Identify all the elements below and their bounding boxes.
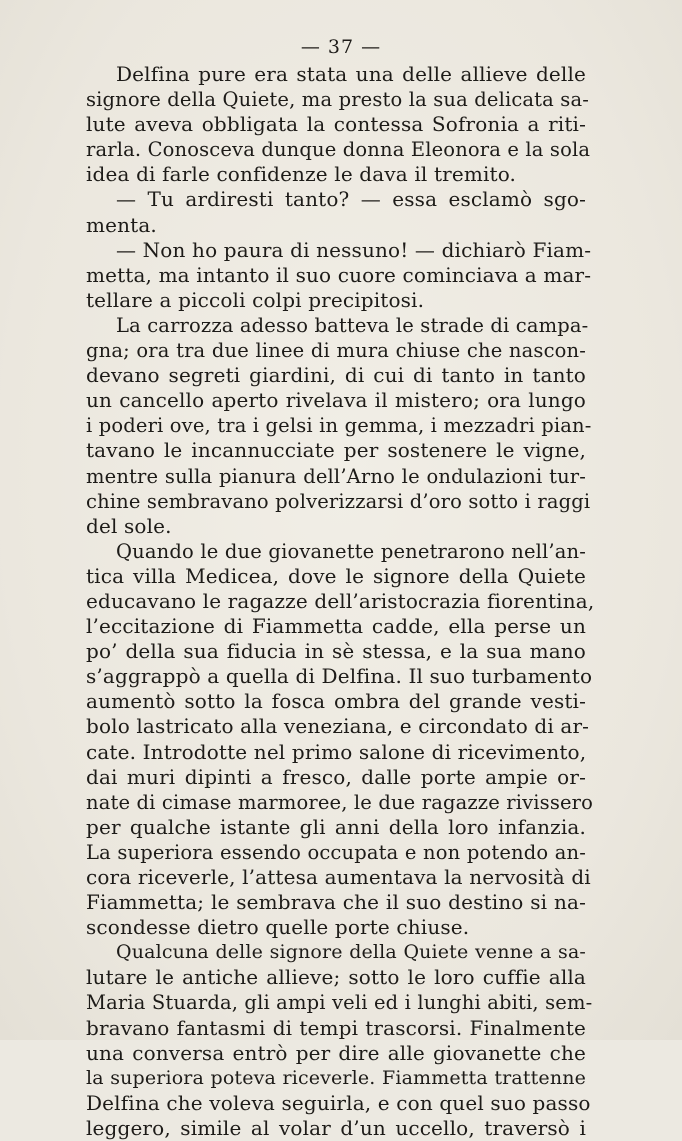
text-line: gna; ora tra due linee di mura chiuse che nascon- bbox=[86, 339, 586, 363]
text-line: del sole. bbox=[86, 513, 172, 538]
text-line: chine sembravano polverizzarsi d’oro sotto i raggi bbox=[86, 489, 591, 513]
text-line: La superiora essendo occupata e non potendo an- bbox=[86, 840, 586, 864]
text-line: leggero, simile al volar d’un uccello, traversò i bbox=[86, 1115, 586, 1140]
text-line: tica villa Medicea, dove le signore della Quiete bbox=[86, 563, 586, 588]
text-line: metta, ma intanto il suo cuore cominciava a mar- bbox=[86, 262, 592, 287]
text-line: po’ della sua fiducia in sè stessa, e la sua mano bbox=[86, 639, 586, 664]
text-line: cate. Introdotte nel primo salone di ricevimento, bbox=[86, 739, 587, 764]
text-line: nate di cimase marmoree, le due ragazze rivissero bbox=[86, 790, 594, 814]
text-line: per qualche istante gli anni della loro infanzia. bbox=[86, 814, 586, 839]
text-line: educavano le ragazze dell’aristocrazia fiorentina, bbox=[86, 588, 595, 613]
text-line: devano segreti giardini, di cui di tanto in tanto bbox=[86, 363, 586, 388]
text-line: mentre sulla pianura dell’Arno le ondulazioni tur- bbox=[86, 464, 586, 488]
text-line: lutare le antiche allieve; sotto le loro cuffie alla bbox=[86, 965, 586, 990]
text-line: Delfina pure era stata una delle allieve delle bbox=[116, 62, 586, 86]
text-line: menta. bbox=[86, 212, 157, 237]
page-number: — 37 — bbox=[300, 36, 382, 58]
text-line: i poderi ove, tra i gelsi in gemma, i mezzadri pian- bbox=[86, 414, 592, 438]
body-text bbox=[86, 62, 595, 1141]
text-line: Fiammetta; le sembrava che il suo destino si na- bbox=[86, 890, 586, 915]
text-line: Maria Stuarda, gli ampi veli ed i lunghi abiti, sem- bbox=[86, 991, 593, 1015]
text-line: Qualcuna delle signore della Quiete venne a sa- bbox=[116, 941, 586, 964]
text-line: bravano fantasmi di tempi trascorsi. Finalmente bbox=[86, 1015, 586, 1040]
text-line: s’aggrappò a quella di Delfina. Il suo turbamento bbox=[86, 664, 593, 689]
text-line: un cancello aperto rivelava il mistero; ora lungo bbox=[86, 388, 586, 413]
text-line: una conversa entrò per dire alle giovanette che bbox=[86, 1040, 586, 1065]
text-line: aumentò sotto la fosca ombra del grande vesti- bbox=[86, 689, 586, 714]
text-line: dai muri dipinti a fresco, dalle porte ampie or- bbox=[86, 764, 586, 789]
text-line: idea di farle confidenze le dava il tremito. bbox=[86, 162, 517, 187]
text-line: scondesse dietro quelle porte chiuse. bbox=[86, 915, 470, 940]
text-line: tellare a piccoli colpi precipitosi. bbox=[86, 287, 425, 312]
text-line: l’eccitazione di Fiammetta cadde, ella perse un bbox=[86, 614, 586, 639]
text-line: Quando le due giovanette penetrarono nell’an- bbox=[116, 539, 586, 563]
text-line: tavano le incannucciate per sostenere le vigne, bbox=[86, 438, 586, 463]
text-line: lute aveva obbligata la contessa Sofronia a riti- bbox=[86, 112, 586, 137]
text-line: cora riceverle, l’attesa aumentava la nervosità di bbox=[86, 865, 591, 889]
text-line: — Tu ardiresti tanto? — essa esclamò sgo- bbox=[116, 187, 586, 212]
text-line: signore della Quiete, ma presto la sua delicata sa- bbox=[86, 88, 589, 112]
text-line: la superiora poteva riceverle. Fiammetta trattenne bbox=[86, 1066, 586, 1089]
text-line: bolo lastricato alla veneziana, e circondato di ar- bbox=[86, 714, 590, 739]
text-line: Delfina che voleva seguirla, e con quel suo passo bbox=[86, 1090, 591, 1115]
text-line: — Non ho paura di nessuno! — dichiarò Fiam- bbox=[116, 237, 592, 262]
text-line: rarla. Conosceva dunque donna Eleonora e la sola bbox=[86, 138, 591, 162]
text-line: La carrozza adesso batteva le strade di campa- bbox=[116, 313, 589, 337]
